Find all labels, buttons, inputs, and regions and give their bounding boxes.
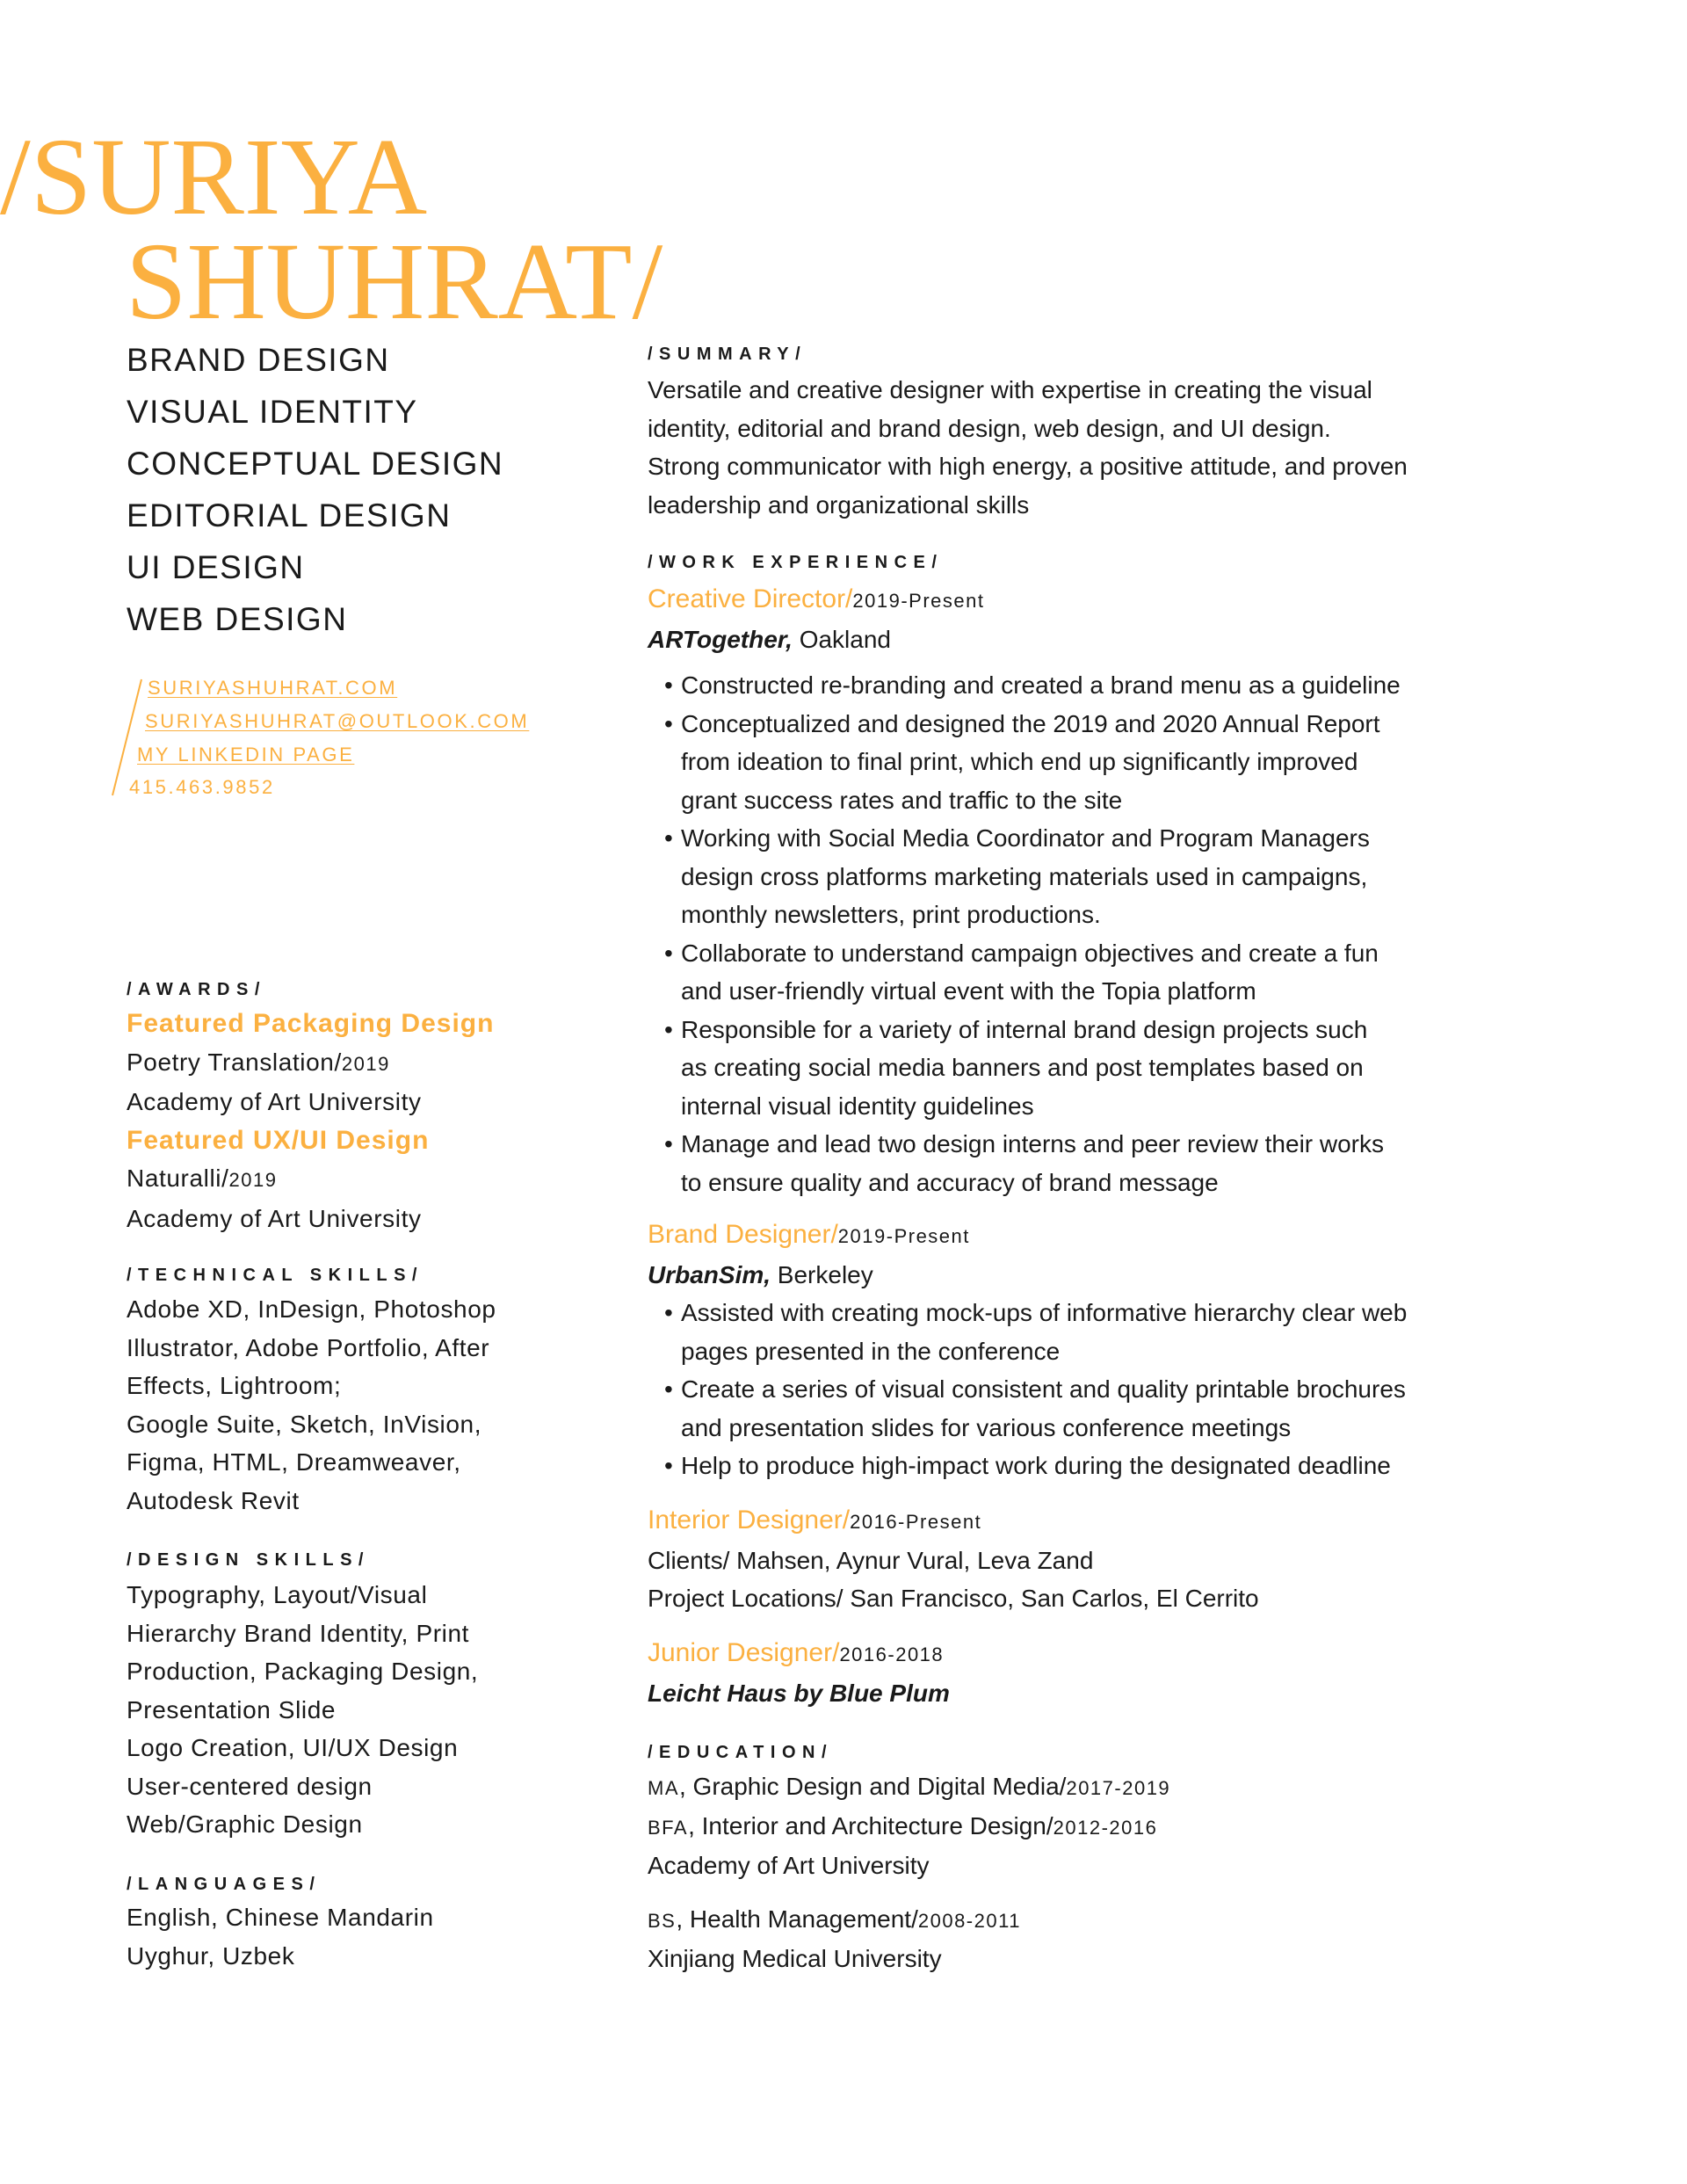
bullet-icon: • xyxy=(664,671,673,699)
company-name: Leicht Haus by Blue Plum xyxy=(648,1679,950,1707)
degree: BS xyxy=(648,1910,677,1932)
bullet-text: Create a series of visual consistent and quality printable brochures and presentation slides for various conference meetings xyxy=(681,1375,1406,1441)
award-title: Featured UX/UI Design xyxy=(127,1125,430,1155)
job-junior-designer xyxy=(648,1634,950,1712)
work-experience-heading: /WORK EXPERIENCE/ xyxy=(648,553,944,572)
job-detail: Project Locations/ San Francisco, San Carlos, El Cerrito xyxy=(648,1585,1259,1612)
awards-list xyxy=(127,1005,494,1237)
website-link[interactable]: SURIYASHUHRAT.COM xyxy=(148,677,398,699)
award-project-name: Poetry Translation/ xyxy=(127,1048,342,1076)
bullet-icon: • xyxy=(664,709,673,737)
education-heading: /EDUCATION/ xyxy=(648,1743,834,1762)
job-dates: 2016-Present xyxy=(850,1511,982,1533)
specialty: UI DESIGN xyxy=(127,549,305,585)
company-name: UrbanSim, xyxy=(648,1260,771,1288)
bullet-item xyxy=(648,1370,1407,1447)
award-project xyxy=(127,1159,494,1200)
specialty: EDITORIAL DESIGN xyxy=(127,497,452,533)
design-skills-text: Typography, Layout/Visual Hierarchy Brand Identity, Print Production, Packaging Design, Presentation Slide Logo Creation, UI/UX Design User-centered design Web/Graphic Design xyxy=(127,1581,479,1838)
job-brand-designer xyxy=(648,1215,1407,1485)
summary-heading: /SUMMARY/ xyxy=(648,345,807,364)
school: Academy of Art University xyxy=(648,1852,930,1879)
bullet-text: Assisted with creating mock-ups of informative hierarchy clear web pages presented in the conference xyxy=(681,1299,1408,1365)
bullet-icon: • xyxy=(664,1375,673,1403)
years: 2012-2016 xyxy=(1053,1817,1158,1839)
company-name: ARTogether, xyxy=(648,625,793,653)
job-dates: 2019-Present xyxy=(852,590,985,612)
bullet-item xyxy=(648,705,1401,820)
specialty: WEB DESIGN xyxy=(127,601,348,637)
job-title-line xyxy=(648,1215,1407,1256)
name-line-2: SHUHRAT/ xyxy=(126,221,663,343)
job-dates: 2019-Present xyxy=(837,1225,970,1247)
bullet-text: Working with Social Media Coordinator and Program Managers design cross platforms marketing materials used in campaigns, monthly newsletters, print productions. xyxy=(681,824,1370,928)
job-title-line xyxy=(648,1634,950,1674)
specialties-list xyxy=(127,334,503,645)
bullet-icon: • xyxy=(664,1130,673,1157)
specialty: CONCEPTUAL DESIGN xyxy=(127,446,504,482)
job-title: Creative Director/ xyxy=(648,584,853,613)
education-list-2 xyxy=(648,1900,1021,1977)
bullet-item xyxy=(648,1125,1401,1201)
email-link[interactable]: SURIYASHUHRAT@OUTLOOK.COM xyxy=(145,710,530,732)
job-title: Interior Designer/ xyxy=(648,1506,851,1535)
degree: MA xyxy=(648,1777,679,1799)
design-skills-heading: /DESIGN SKILLS/ xyxy=(127,1550,370,1570)
bullet-item xyxy=(648,934,1401,1011)
job-bullets xyxy=(648,1294,1407,1485)
bullet-text: Constructed re-branding and created a brand menu as a guideline xyxy=(681,671,1401,699)
languages-text: English, Chinese Mandarin Uyghur, Uzbek xyxy=(127,1904,434,1970)
job-bullets xyxy=(648,666,1401,1201)
job-interior-designer xyxy=(648,1501,1259,1618)
bullet-item xyxy=(648,666,1401,705)
education-entry xyxy=(648,1900,1021,1940)
education-list xyxy=(648,1767,1170,1884)
job-detail: Clients/ Mahsen, Aynur Vural, Leva Zand xyxy=(648,1546,1094,1574)
bullet-item xyxy=(648,1011,1401,1126)
job-title: Brand Designer/ xyxy=(648,1220,838,1249)
years: 2017-2019 xyxy=(1066,1777,1171,1799)
field: , Health Management/ xyxy=(676,1905,918,1933)
award-school: Academy of Art University xyxy=(127,1204,422,1232)
linkedin-link[interactable]: MY LINKEDIN PAGE xyxy=(137,744,355,765)
award-school: Academy of Art University xyxy=(127,1088,422,1115)
bullet-item xyxy=(648,1294,1407,1370)
bullet-text: Help to produce high-impact work during the designated deadline xyxy=(681,1452,1391,1479)
job-company-line xyxy=(648,620,1401,659)
bullet-icon: • xyxy=(664,1452,673,1479)
bullet-text: Responsible for a variety of internal brand design projects such as creating social media banners and post templates based on internal visual identity guidelines xyxy=(681,1015,1368,1120)
award-title: Featured Packaging Design xyxy=(127,1009,495,1038)
languages-heading: /LANGUAGES/ xyxy=(127,1875,322,1894)
degree: BFA xyxy=(648,1817,689,1839)
bullet-text: Collaborate to understand campaign objectives and create a fun and user-friendly virtual event with the Topia platform xyxy=(681,939,1379,1005)
bullet-text: Conceptualized and designed the 2019 and 2020 Annual Report from ideation to final print, which end up significantly improved grant success rates and traffic to the site xyxy=(681,709,1380,814)
award-year: 2019 xyxy=(228,1169,278,1191)
name-line-1: /SURIYA xyxy=(0,117,428,238)
job-company-line xyxy=(648,1256,1407,1295)
awards-heading: /AWARDS/ xyxy=(127,980,266,999)
bullet-icon: • xyxy=(664,1299,673,1326)
education-entry xyxy=(648,1767,1170,1807)
bullet-icon: • xyxy=(664,824,673,852)
bullet-item xyxy=(648,819,1401,934)
summary-text: Versatile and creative designer with expertise in creating the visual identity, editorial and brand design, web design, and UI design. Strong communicator with high energy, a positive attitude, and proven leadership and organizational skills xyxy=(648,376,1408,519)
job-dates: 2016-2018 xyxy=(839,1643,945,1665)
job-title-line xyxy=(648,1501,1259,1542)
company-location: Oakland xyxy=(792,625,891,653)
specialty: BRAND DESIGN xyxy=(127,342,390,378)
technical-skills-text: Adobe XD, InDesign, Photoshop Illustrator, Adobe Portfolio, After Effects, Lightroom; Google Suite, Sketch, InVision, Figma, HTML, Dreamweaver, Autodesk Revit xyxy=(127,1295,496,1514)
specialty: VISUAL IDENTITY xyxy=(127,394,418,430)
school: Xinjiang Medical University xyxy=(648,1945,942,1972)
bullet-text: Manage and lead two design interns and peer review their works to ensure quality and accuracy of brand message xyxy=(681,1130,1385,1196)
education-entry xyxy=(648,1807,1170,1847)
job-title: Junior Designer/ xyxy=(648,1638,840,1667)
job-creative-director xyxy=(648,580,1401,1201)
years: 2008-2011 xyxy=(917,1910,1021,1932)
bullet-icon: • xyxy=(664,939,673,967)
company-location: Berkeley xyxy=(771,1260,873,1288)
award-year: 2019 xyxy=(341,1052,390,1075)
award-project xyxy=(127,1043,494,1084)
award-project-name: Naturalli/ xyxy=(127,1165,229,1192)
bullet-icon: • xyxy=(664,1015,673,1043)
technical-skills-heading: /TECHNICAL SKILLS/ xyxy=(127,1266,424,1285)
field: , Interior and Architecture Design/ xyxy=(688,1812,1053,1839)
field: , Graphic Design and Digital Media/ xyxy=(679,1773,1067,1800)
job-title-line xyxy=(648,580,1401,620)
phone-number: 415.463.9852 xyxy=(129,776,275,798)
bullet-item xyxy=(648,1447,1407,1485)
